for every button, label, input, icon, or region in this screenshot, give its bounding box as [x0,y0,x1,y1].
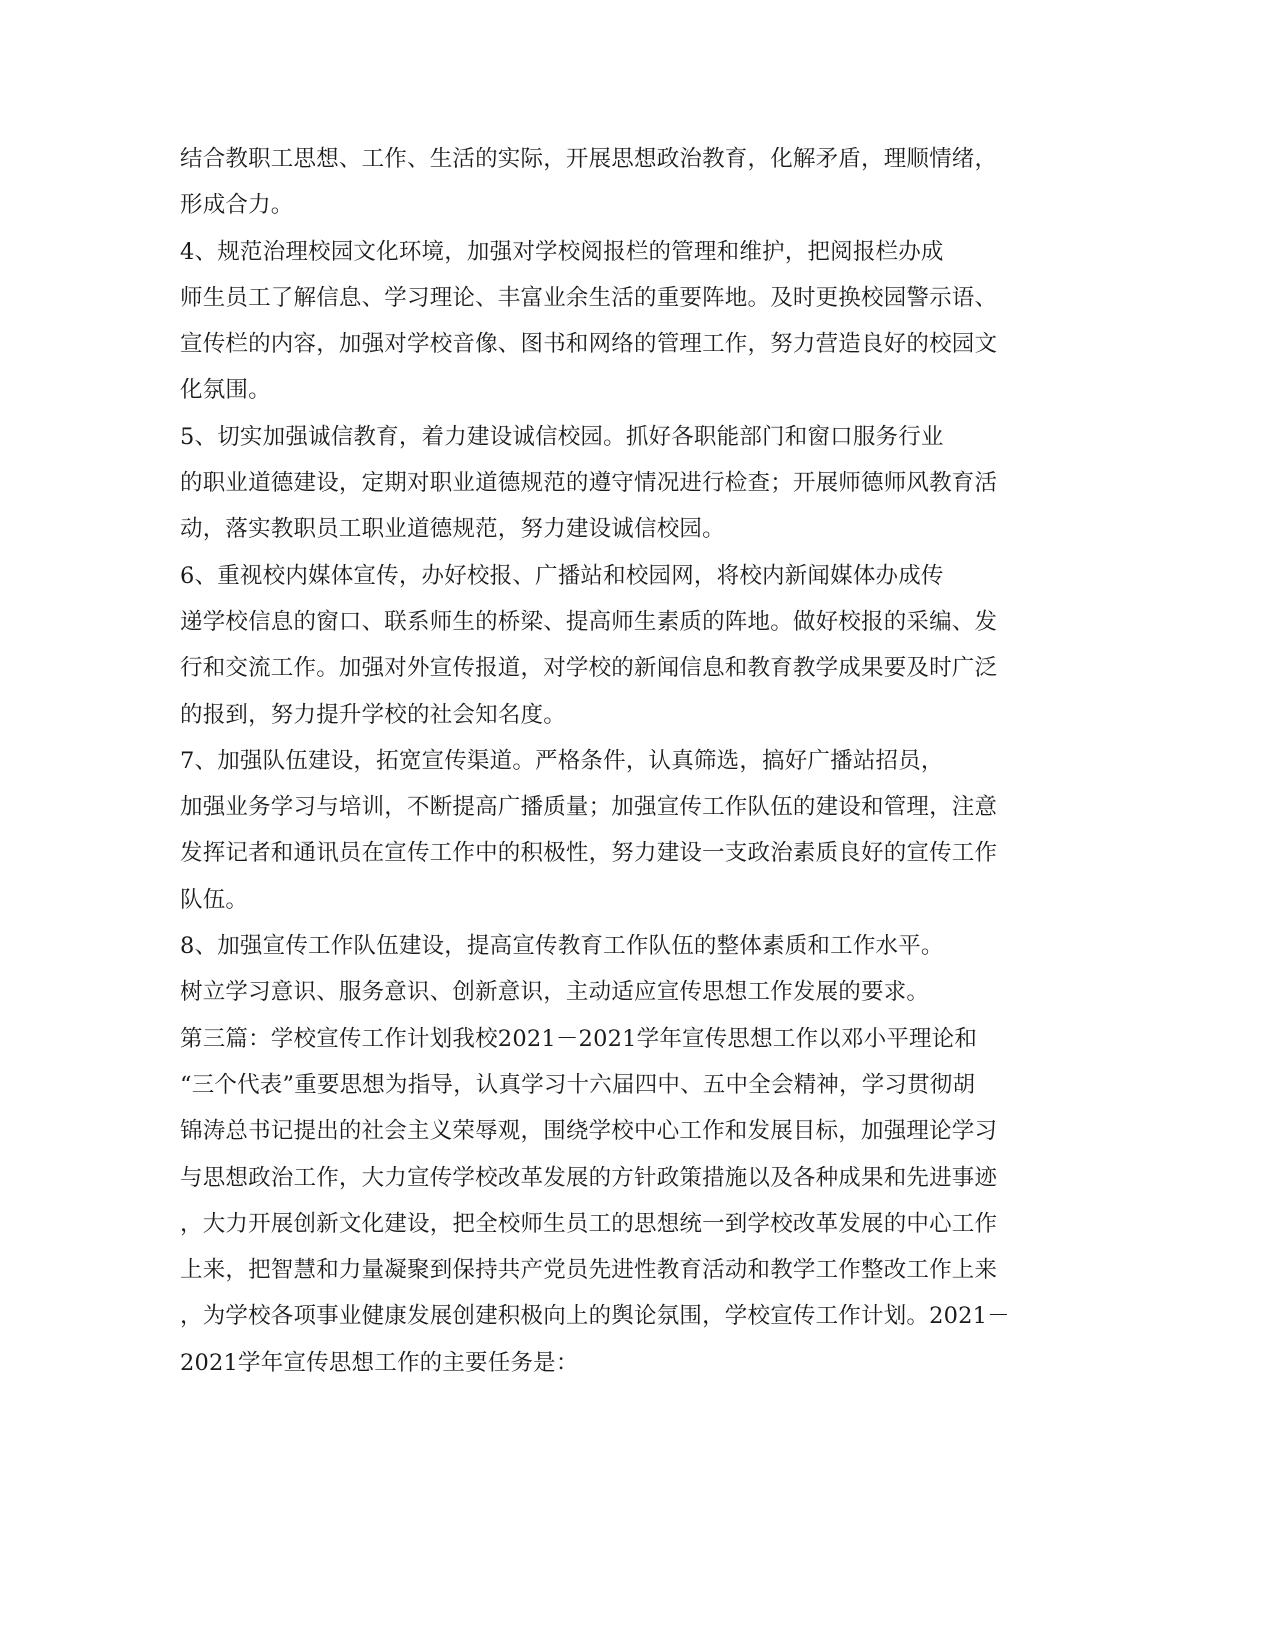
paragraph-item-5: 5、切实加强诚信教育，着力建设诚信校园。抓好各职能部门和窗口服务行业 的职业道德建设，定期对职业道德规范的遵守情况进行检查；开展师德师风教育活 动，落实教职员工职业道德规范，努力建设诚信校园。 [180,423,998,543]
paragraph-intro: 结合教职工思想、工作、生活的实际，开展思想政治教育，化解矛盾，理顺情绪， 形成合力。 [180,146,998,219]
paragraph-item-4: 4、规范治理校园文化环境，加强对学校阅报栏的管理和维护，把阅报栏办成 师生员工了解信息、学习理论、丰富业余生活的重要阵地。及时更换校园警示语、 宣传栏的内容，加强对学校音像、图书和网络的管理工作，努力营造良好的校园文 化氛围。 [180,238,998,404]
paragraph-part-three: 第三篇：学校宣传工作计划我校2021－2021学年宣传思想工作以邓小平理论和 “三个代表”重要思想为指导，认真学习十六届四中、五中全会精神，学习贯彻胡 锦涛总书记提出的社会主义荣辱观，围绕学校中心工作和发展目标，加强理论学习 与思想政治工作，大力宣传学校改革发展的方针政策措施以及各种成果和先进事迹 ，大力开展创新文化建设，把全校师生员工的思想统一到学校改革发展的中心工作 上来，把智慧和力量凝聚到保持共产党员先进性教育活动和教学工作整改工作上来 ，为学校各项事业健康发展创建积极向上的舆论氛围，学校宣传工作计划。2021－ 2021学年宣传思想工作的主要任务是： [180,1025,1010,1376]
paragraph-item-7: 7、加强队伍建设，拓宽宣传渠道。严格条件，认真筛选，搞好广播站招员， 加强业务学习与培训，不断提高广播质量；加强宣传工作队伍的建设和管理，注意 发挥记者和通讯员在宣传工作中的积极性，努力建设一支政治素质良好的宣传工作 队伍。 [180,747,998,913]
paragraph-item-6: 6、重视校内媒体宣传，办好校报、广播站和校园网，将校内新闻媒体办成传 递学校信息的窗口、联系师生的桥梁、提高师生素质的阵地。做好校报的采编、发 行和交流工作。加强对外宣传报道，对学校的新闻信息和教育教学成果要及时广泛 的报到，努力提升学校的社会知名度。 [180,562,998,728]
document-body [180,136,1035,1386]
paragraph-item-8: 8、加强宣传工作队伍建设，提高宣传教育工作队伍的整体素质和工作水平。 树立学习意识、服务意识、创新意识，主动适应宣传思想工作发展的要求。 [180,933,944,1006]
